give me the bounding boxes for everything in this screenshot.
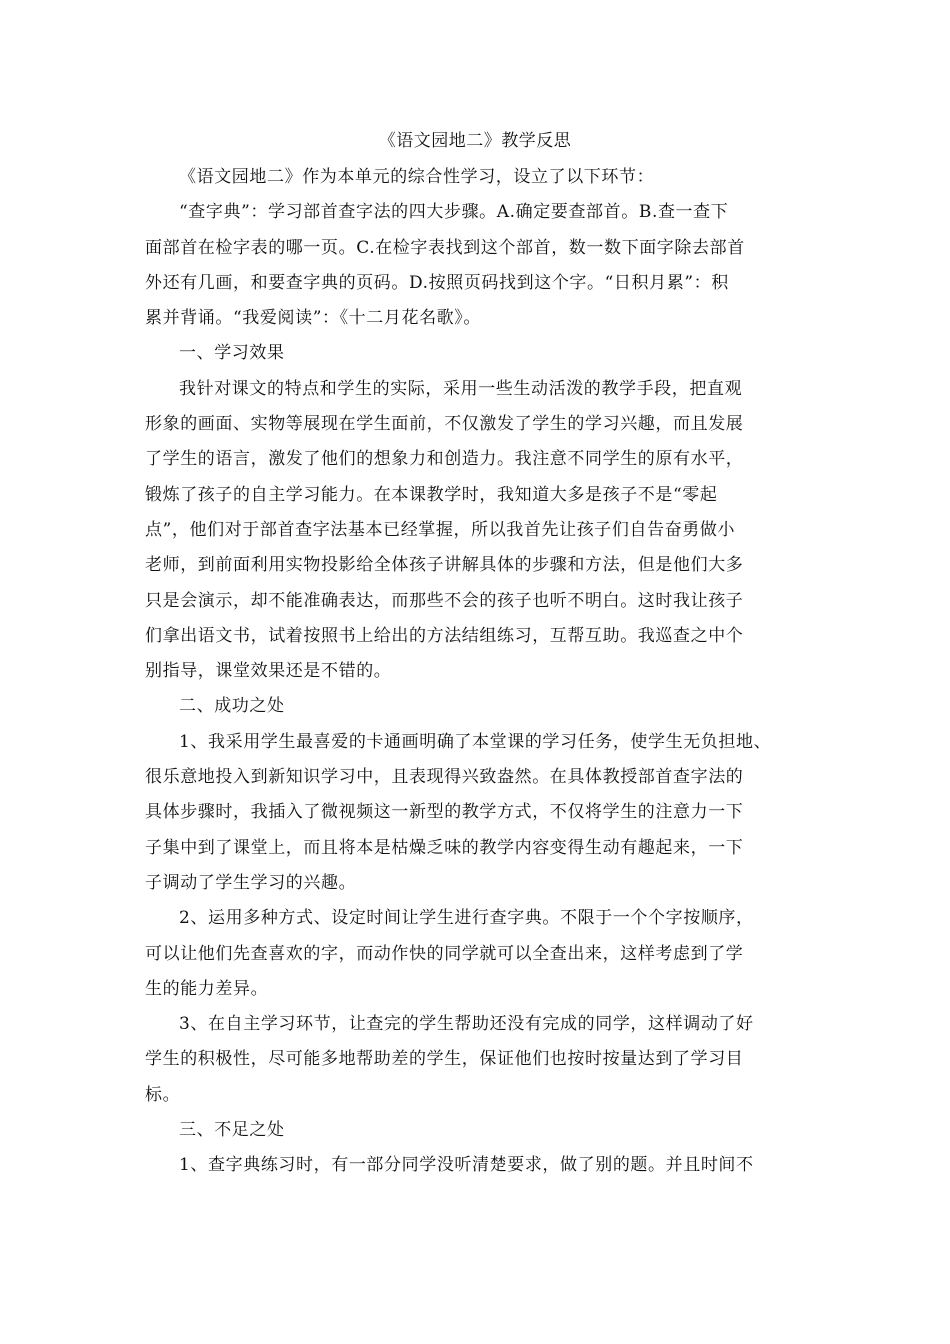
text-line: 锻炼了孩子的自主学习能力。在本课教学时，我知道大多是孩子不是“零起 <box>145 484 718 505</box>
text-line: 生的能力差异。 <box>145 978 269 999</box>
paragraph <box>145 160 805 195</box>
text-line: 1、我采用学生最喜爱的卡通画明确了本堂课的学习任务，使学生无负担地、 <box>179 731 772 752</box>
section-heading <box>145 336 805 371</box>
text-line: 学生的积极性，尽可能多地帮助差的学生，保证他们也按时按量达到了学习目 <box>145 1049 744 1070</box>
text-line: 别指导，课堂效果还是不错的。 <box>145 661 392 682</box>
text-line: 可以让他们先查喜欢的字，而动作快的同学就可以全查出来，这样考虑到了学 <box>145 943 744 964</box>
text-line: 2、运用多种方式、设定时间让学生进行查字典。不限于一个个字按顺序， <box>179 908 754 929</box>
text-line: 点”，他们对于部首查字法基本已经掌握，所以我首先让孩子们自告奋勇做小 <box>145 519 736 540</box>
paragraph <box>145 1148 805 1183</box>
text-line: 只是会演示，却不能准确表达，而那些不会的孩子也听不明白。这时我让孩子 <box>145 590 744 611</box>
text-line: 老师，到前面利用实物投影给全体孩子讲解具体的步骤和方法，但是他们大多 <box>145 555 744 576</box>
text-line: “查字典”：学习部首查字法的四大步骤。A.确定要查部首。B.查一查下 <box>179 202 729 223</box>
text-line: 我针对课文的特点和学生的实际，采用一些生动活泼的教学手段，把直观 <box>179 378 743 399</box>
paragraph <box>145 901 805 1007</box>
text-line: 外还有几画，和要查字典的页码。D.按照页码找到这个字。“日积月累”：积 <box>145 272 729 293</box>
text-line: 子调动了学生学习的兴趣。 <box>145 872 357 893</box>
text-line: 《语文园地二》作为本单元的综合性学习，设立了以下环节： <box>179 167 655 187</box>
text-line: 累并背诵。“我爱阅读”：《十二月花名歌》。 <box>145 308 481 329</box>
text-line: 二、成功之处 <box>179 696 285 717</box>
text-line: 形象的画面、实物等展现在学生面前，不仅激发了学生的学习兴趣，而且发展 <box>145 414 744 435</box>
text-line: 1、查字典练习时，有一部分同学没听清楚要求，做了别的题。并且时间不 <box>179 1155 754 1176</box>
text-line: 了学生的语言，激发了他们的想象力和创造力。我注意不同学生的原有水平， <box>145 449 744 470</box>
text-line: 面部首在检字表的哪一页。C.在检字表找到这个部首，数一数下面字除去部首 <box>145 237 745 258</box>
text-line: 很乐意地投入到新知识学习中，且表现得兴致盎然。在具体教授部首查字法的 <box>145 767 744 788</box>
paragraph <box>145 195 805 336</box>
text-line: 子集中到了课堂上，而且将本是枯燥乏味的教学内容变得生动有趣起来，一下 <box>145 837 744 858</box>
section-heading <box>145 1113 805 1148</box>
text-line: 们拿出语文书，试着按照书上给出的方法结组练习，互帮互助。我巡查之中个 <box>145 625 744 646</box>
paragraph <box>145 1007 805 1113</box>
text-line: 具体步骤时，我插入了微视频这一新型的教学方式，不仅将学生的注意力一下 <box>145 802 744 823</box>
text-line: 三、不足之处 <box>179 1120 285 1141</box>
section-heading <box>145 689 805 724</box>
paragraph <box>145 372 805 690</box>
text-line: 3、在自主学习环节，让查完的学生帮助还没有完成的同学，这样调动了好 <box>179 1014 754 1035</box>
paragraph <box>145 725 805 901</box>
text-line: 标。 <box>145 1084 181 1105</box>
document-body <box>145 160 805 1184</box>
text-line: 一、学习效果 <box>179 343 285 364</box>
document-title: 《语文园地二》教学反思 <box>378 131 572 151</box>
